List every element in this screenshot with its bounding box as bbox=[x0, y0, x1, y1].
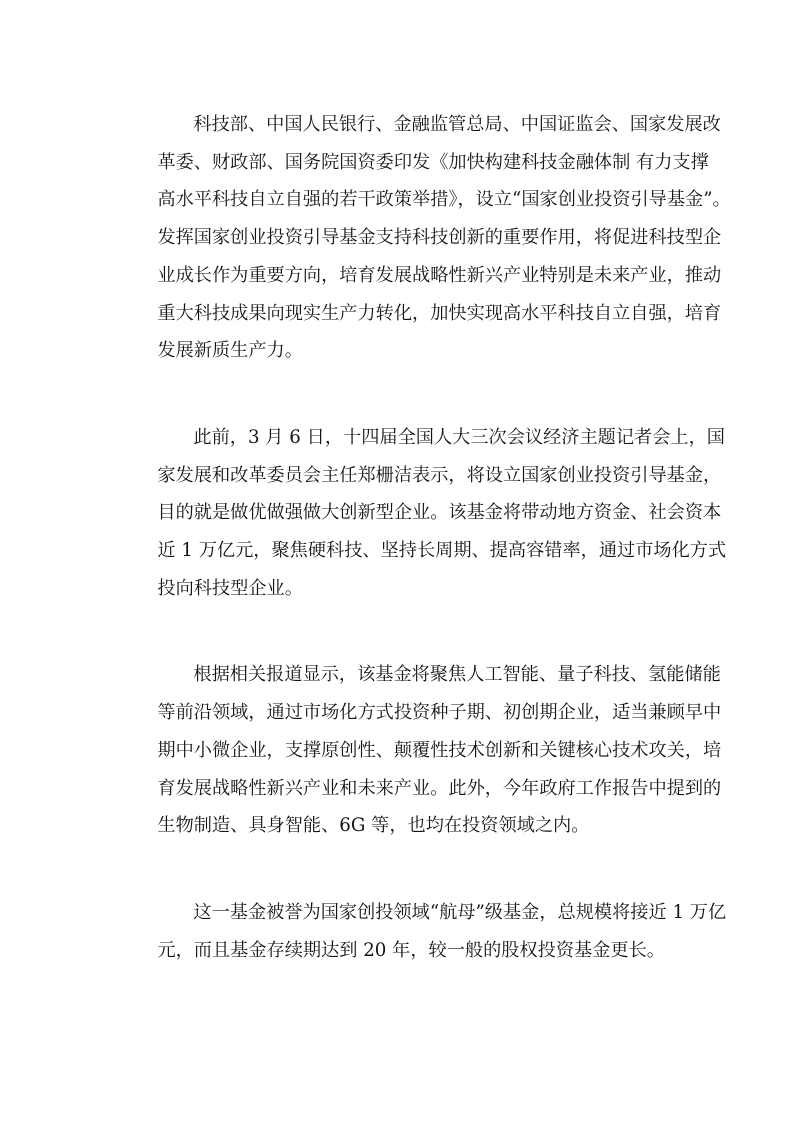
paragraph-fund-scale bbox=[121, 894, 727, 969]
text-line: 等前沿领域，通过市场化方式投资种子期、初创期企业，适当兼顾早中 bbox=[157, 702, 722, 724]
paragraph-investment-focus bbox=[121, 656, 722, 845]
text-line: 业成长作为重要方向，培育发展战略性新兴产业特别是未来产业，推动 bbox=[157, 264, 722, 286]
text-line: 投向科技型企业。 bbox=[157, 577, 303, 599]
paragraph-press-conference bbox=[121, 419, 727, 608]
document-page bbox=[121, 106, 731, 1018]
text-line: 育发展战略性新兴产业和未来产业。此外，今年政府工作报告中提到的 bbox=[157, 777, 722, 799]
text-line: 科技部、中国人民银行、金融监管总局、中国证监会、国家发展改 bbox=[193, 114, 721, 135]
text-line: 革委、财政部、国务院国资委印发《加快构建科技金融体制 有力支撑 bbox=[157, 151, 709, 173]
text-line: 重大科技成果向现实生产力转化，加快实现高水平科技自立自强，培育 bbox=[157, 302, 722, 324]
text-line: 这一基金被誉为国家创投领域“航母”级基金，总规模将接近 1 万亿 bbox=[193, 901, 727, 923]
paragraph-policy-announcement bbox=[121, 106, 731, 370]
text-line: 高水平科技自立自强的若干政策举措》，设立“国家创业投资引导基金”。 bbox=[157, 189, 731, 211]
text-line: 家发展和改革委员会主任郑栅洁表示，将设立国家创业投资引导基金， bbox=[157, 464, 722, 486]
text-line: 此前，3 月 6 日，十四届全国人大三次会议经济主题记者会上，国 bbox=[193, 426, 725, 448]
text-line: 目的就是做优做强做大创新型企业。该基金将带动地方资金、社会资本 bbox=[157, 502, 722, 524]
text-line: 发挥国家创业投资引导基金支持科技创新的重要作用，将促进科技型企 bbox=[157, 227, 722, 249]
text-line: 期中小微企业，支撑原创性、颠覆性技术创新和关键核心技术攻关，培 bbox=[157, 739, 722, 761]
text-line: 发展新质生产力。 bbox=[157, 340, 303, 362]
text-line: 生物制造、具身智能、6G 等，也均在投资领域之内。 bbox=[157, 815, 590, 837]
text-line: 元，而且基金存续期达到 20 年，较一般的股权投资基金更长。 bbox=[157, 939, 665, 961]
text-line: 近 1 万亿元，聚焦硬科技、坚持长周期、提高容错率，通过市场化方式 bbox=[157, 540, 727, 562]
text-line: 根据相关报道显示，该基金将聚焦人工智能、量子科技、氢能储能 bbox=[193, 664, 721, 686]
